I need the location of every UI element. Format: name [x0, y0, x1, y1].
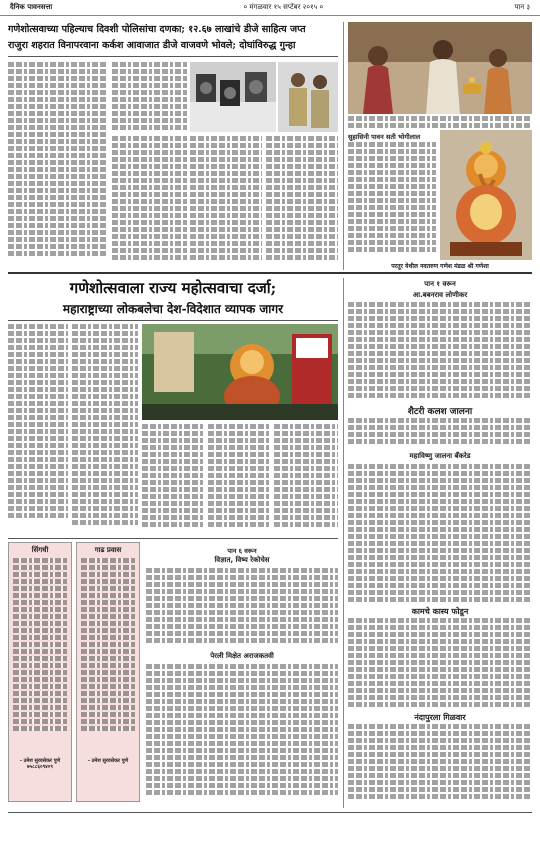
- main-story-body-col-2: [72, 324, 138, 534]
- ganesh-procession-photo: [142, 324, 338, 420]
- top-story-body-col-3: [112, 136, 187, 268]
- police-officers-photo: [278, 62, 338, 132]
- poem-1-byline: - उमेश सुरवसेकर पुणे ७५८८६०९४०९: [19, 758, 61, 770]
- dj-seizure-photo: [190, 62, 276, 132]
- poem-box-2: [76, 542, 140, 802]
- bottom-center-body-1: [146, 568, 338, 648]
- bottom-center-heading-2: पेरली मिक्षेत अराजकतवी: [210, 652, 274, 660]
- top-story-headline: गणेशोत्सवाच्या पहिल्याच दिवशी पोलिसांचा दणका; १२.६७ लाखांचे डीजे साहित्य जप्त: [8, 24, 306, 35]
- main-story-body-col-5: [274, 424, 338, 534]
- main-story-headline: गणेशोत्सवाला राज्य महोत्सवाचा दर्जा;: [69, 279, 277, 297]
- sub-heading: सुहासिनी पावन सती भोगीलाल: [348, 133, 421, 141]
- right-body-4: [348, 618, 532, 710]
- right-heading-1: आ.बबनराव लोणीकर: [412, 291, 468, 299]
- top-right-body: [348, 142, 436, 258]
- pooja-ceremony-photo: [348, 22, 532, 114]
- top-story-body-col-2: [112, 62, 187, 132]
- top-story-subheadline: राजुरा शहरात विनापरवाना कर्कश आवाजात डीजे वाजवणे भोवले; दोघांविरुद्ध गुन्हा: [8, 40, 296, 51]
- main-story-subheadline: महाराष्ट्राच्या लोकबलेचा देश-विदेशात व्यापक जागर: [62, 302, 284, 316]
- pooja-photo-caption: [348, 116, 532, 130]
- right-heading-5: नंदापुरला गिळवार: [414, 713, 466, 722]
- ganesh-photo-caption: परतूर येथील नवतरुण गणेश मंडळ श्री गणेशा: [391, 263, 489, 270]
- right-body-3: [348, 464, 532, 604]
- poem-2-title: गाढ प्रवास: [94, 546, 122, 554]
- ganesh-idol-photo: [440, 130, 532, 260]
- main-story-body-col-3: [142, 424, 204, 534]
- poem-1-title: सिंगधी: [31, 546, 49, 554]
- bottom-center-body-2: [146, 664, 338, 804]
- right-body-1: [348, 302, 532, 402]
- right-heading-4: कामचे कास्य फोडून: [411, 607, 469, 616]
- bottom-center-section: पान ६ वरून: [227, 547, 257, 555]
- top-story-body-col-4: [190, 136, 262, 268]
- top-story-body-col-1: [8, 62, 108, 262]
- right-heading-2: शैटरी कलश जालना: [407, 407, 473, 417]
- main-story-body-col-1: [8, 324, 68, 524]
- poem-2-byline: - उमेश सुरवसेकर पुणे: [87, 758, 129, 764]
- page-header: [0, 0, 540, 16]
- right-body-5: [348, 724, 532, 804]
- right-section: पान १ वरून: [424, 280, 456, 288]
- poem-box-1: [8, 542, 72, 802]
- paper-name: दैनिक पावनसत्ता: [10, 3, 53, 11]
- bottom-center-heading-1: विज्ञात, विष्य रेकोचेस: [214, 556, 270, 564]
- page-number: पान ३: [514, 3, 530, 11]
- issue-date: ० मंगळवार १५ सप्टेंबर २०१५ ०: [243, 3, 324, 11]
- main-story-body-col-4: [208, 424, 270, 534]
- right-body-2: [348, 418, 532, 450]
- right-heading-3: महाविष्णु जालना बॅंकरेड: [409, 452, 471, 460]
- top-story-body-col-5: [266, 136, 338, 268]
